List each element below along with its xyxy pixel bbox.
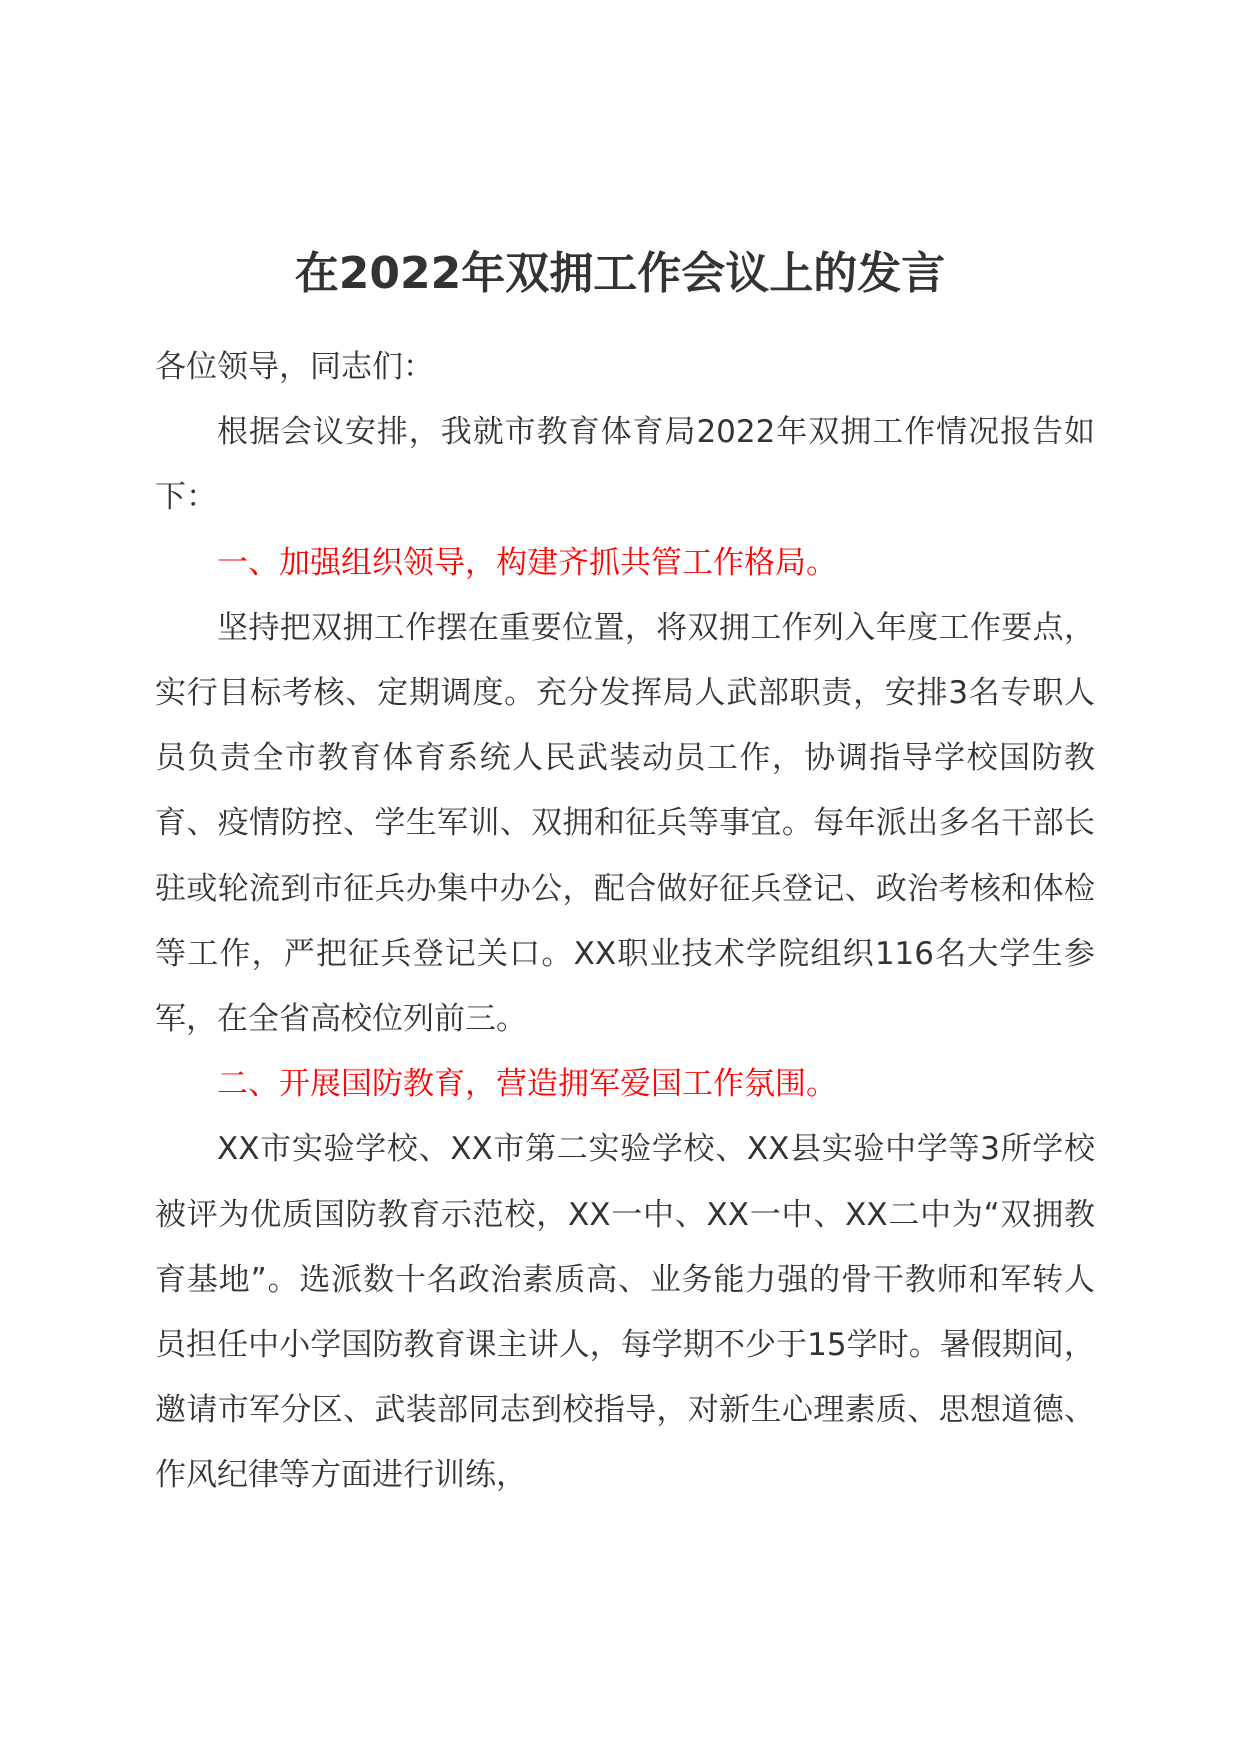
document-body [155,335,1095,1509]
salutation: 各位领导，同志们： [155,349,434,385]
section-paragraph-2: XX市实验学校、XX市第二实验学校、XX县实验中学等3所学校被评为优质国防教育示范校，XX一中、XX一中、XX二中为“双拥教育基地”。选派数十名政治素质高、业务能力强的骨干教师和军转人员担任中小学国防教育课主讲人，每学期不少于15学时。暑假期间，邀请市军分区、武装部同志到校指导，对新生心理素质、思想道德、作风纪律等方面进行训练， [155,1131,1095,1494]
section-paragraph-1: 坚持把双拥工作摆在重要位置，将双拥工作列入年度工作要点，实行目标考核、定期调度。充分发挥局人武部职责，安排3名专职人员负责全市教育体育系统人民武装动员工作，协调指导学校国防教育、疫情防控、学生军训、双拥和征兵等事宜。每年派出多名干部长驻或轮流到市征兵办集中办公，配合做好征兵登记、政治考核和体检等工作，严把征兵登记关口。XX职业技术学院组织116名大学生参军，在全省高校位列前三。 [155,609,1095,1038]
document-title: 在2022年双拥工作会议上的发言 [294,248,946,299]
section-heading-1: 一、加强组织领导，构建齐抓共管工作格局。 [217,544,837,581]
intro-paragraph: 根据会议安排，我就市教育体育局2022年双拥工作情况报告如下： [155,414,1095,516]
section-heading-2: 二、开展国防教育，营造拥军爱国工作氛围。 [217,1066,837,1103]
